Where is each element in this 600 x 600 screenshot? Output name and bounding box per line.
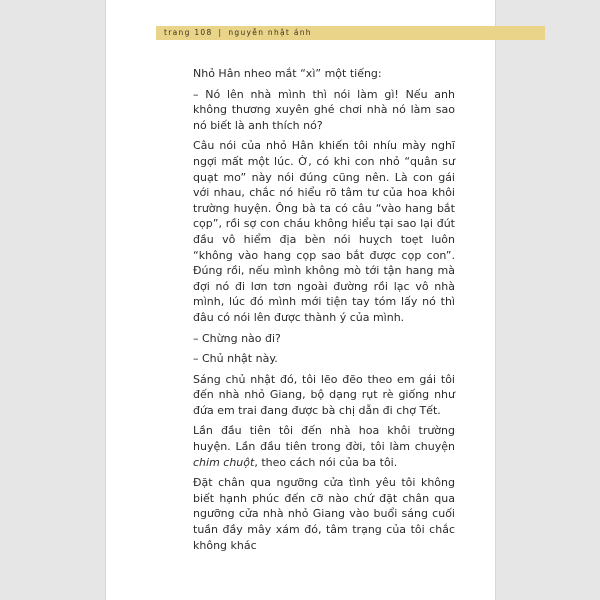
body-text [193,66,455,558]
paragraph-3: Câu nói của nhỏ Hân khiến tôi nhíu mày nghĩ ngợi mất một lúc. Ờ, có khi con nhỏ “quân sư quạt mo” này nói đúng cũng nên. Là con gái với nhau, chắc nó hiểu rõ tâm tư của hoa khôi trường huyện. Ông bà ta có câu “vào hang bắt cọp”, rồi sợ con cháu không hiểu tại sao lại đút đầu vô hiểm địa bèn nói huỵch toẹt luôn “không vào hang cọp sao bắt được cọp con”. Đúng rồi, nếu mình không mò tới tận hang mà đợi nó đi lơn tơn ngoài đường rồi lạc vô nhà mình, lúc đó mình mới tiện tay tóm lấy nó thì đâu có nói lên được thành ý của mình. [193,139,455,324]
paragraph-8: Đặt chân qua ngưỡng cửa tình yêu tôi không biết hạnh phúc đến cỡ nào chứ đặt chân qua ngưỡng cửa nhà nhỏ Giang vào buổi sáng cuối tuần đầy mây xám đó, tâm trạng của tôi chắc không khác [193,476,455,552]
book-page [106,0,495,600]
paragraph-7-end: , theo cách nói của ba tôi. [254,455,398,469]
paragraph-7 [193,423,455,470]
running-header [156,26,545,40]
paragraph-5: – Chủ nhật này. [193,352,278,366]
paragraph-1: Nhỏ Hân nheo mắt “xì” một tiếng: [193,67,382,80]
page-number-label: trang 108 [164,28,213,37]
paragraph-2: – Nó lên nhà mình thì nói làm gì! Nếu anh không thương xuyên ghé chơi nhà nó làm sao nó biết là anh thích nó? [193,87,455,132]
paragraph-4: – Chừng nào đi? [193,331,281,345]
header-separator: | [218,28,223,37]
paragraph-7-italic: chim chuột [193,455,255,469]
author-name: nguyễn nhật ánh [228,28,312,37]
paragraph-6: Sáng chủ nhật đó, tôi lẽo đẽo theo em gái tôi đến nhà nhỏ Giang, bộ dạng rụt rè giống như đứa em trai đang được bà chị dẫn đi chợ Tết. [193,372,455,417]
header-text [164,27,312,39]
paragraph-7-start: Lần đầu tiên tôi đến nhà hoa khôi trường huyện. Lần đầu tiên trong đời, tôi làm chuyện [193,424,455,454]
